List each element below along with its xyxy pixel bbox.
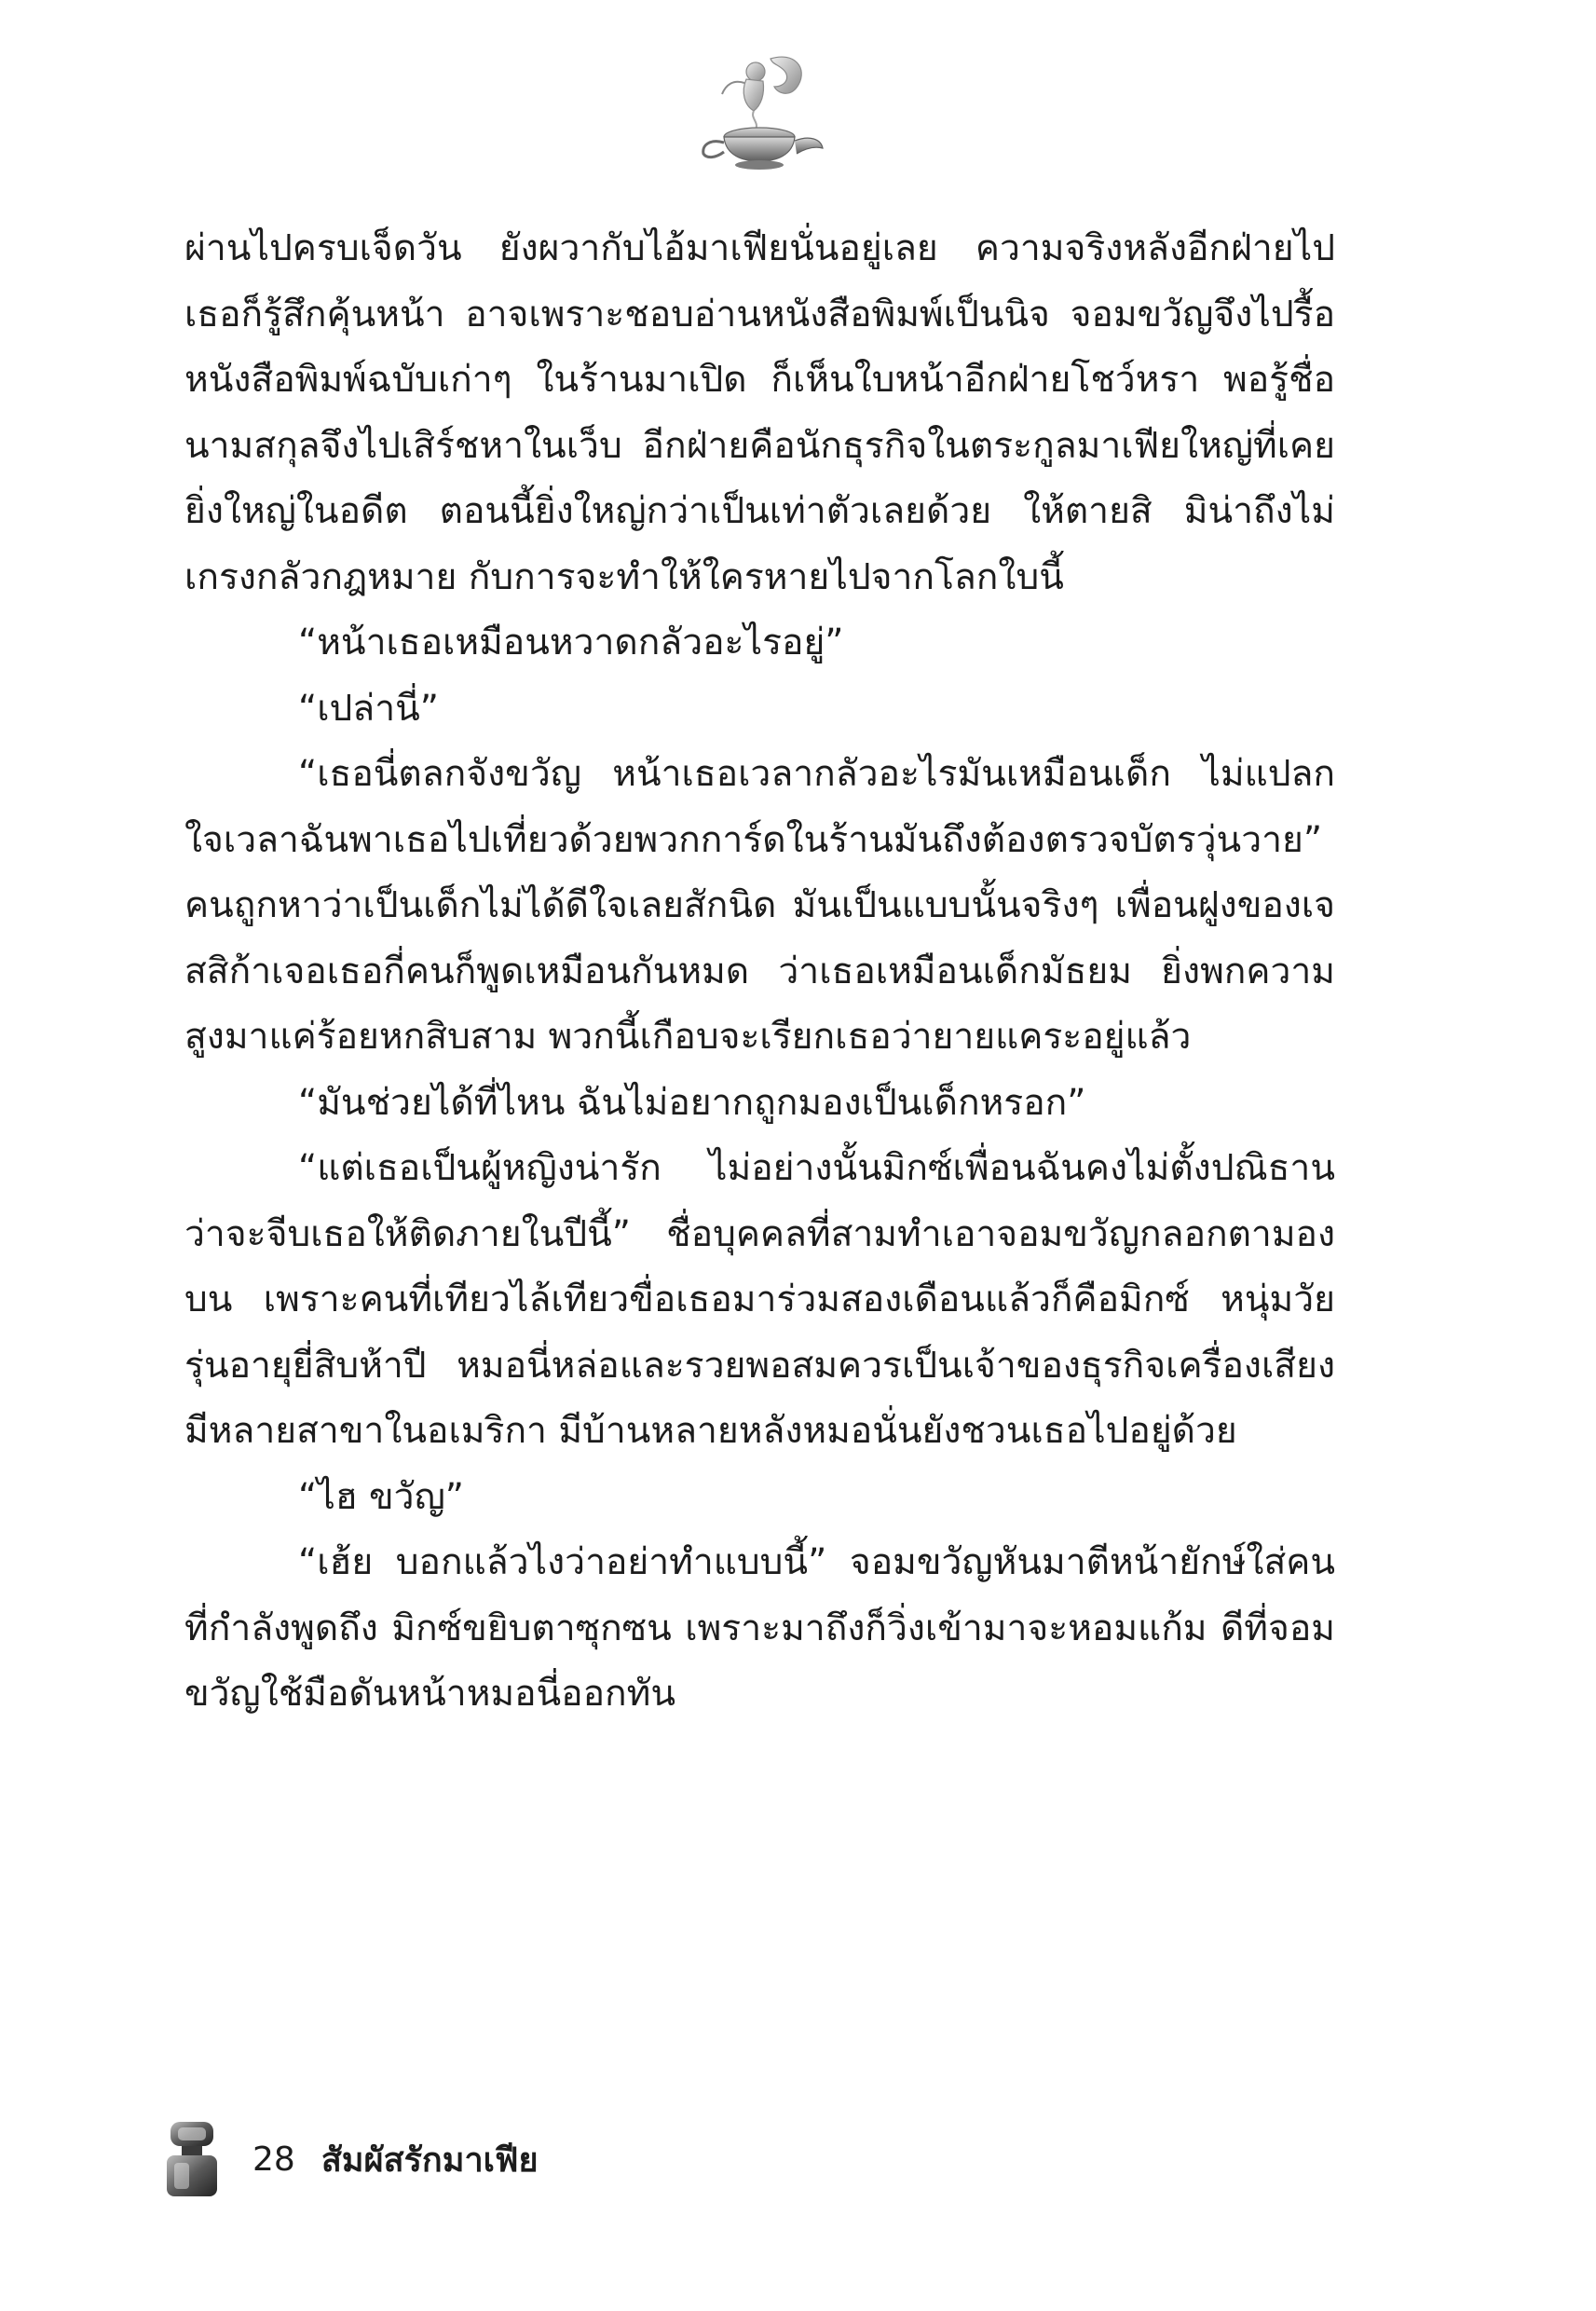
paragraph: “เธอนี่ตลกจังขวัญ หน้าเธอเวลากลัวอะไรมันเหมือนเด็ก ไม่แปลกใจเวลาฉันพาเธอไปเที่ยวด้วยพวกการ์ดในร้านมันถึงต้องตรวจบัตรวุ่นวาย” คนถูกหาว่าเป็นเด็กไม่ได้ดีใจเลยสักนิด มันเป็นแบบนั้นจริงๆ เพื่อนฝูงของเจสสิก้าเจอเธอกี่คนก็พูดเหมือนกันหมด ว่าเธอเหมือนเด็กมัธยม ยิ่งพกความสูงมาแค่ร้อยหกสิบสาม พวกนี้เกือบจะเรียกเธอว่ายายแคระอยู่แล้ว	[184, 753, 1335, 1058]
paragraph: “เฮ้ย บอกแล้วไงว่าอย่าทำแบบนี้” จอมขวัญหันมาตีหน้ายักษ์ใส่คนที่กำลังพูดถึง มิกซ์ขยิบตาซุกซน เพราะมาถึงก็วิ่งเข้ามาจะหอมแก้ม ดีที่จอมขวัญใช้มือดันหน้าหมอนี่ออกทัน	[184, 1541, 1335, 1715]
paragraph: “ไฮ ขวัญ”	[298, 1475, 465, 1518]
paragraph: ผ่านไปครบเจ็ดวัน ยังผวากับไอ้มาเฟียนั่นอยู่เลย ความจริงหลังอีกฝ่ายไปเธอก็รู้สึกคุ้นหน้า อาจเพราะชอบอ่านหนังสือพิมพ์เป็นนิจ จอมขวัญจึงไปรื้อหนังสือพิมพ์ฉบับเก่าๆ ในร้านมาเปิด ก็เห็นใบหน้าอีกฝ่ายโชว์หรา พอรู้ชื่อนามสกุลจึงไปเสิร์ชหาในเว็บ อีกฝ่ายคือนักธุรกิจในตระกูลมาเฟียใหญ่ที่เคยยิ่งใหญ่ในอดีต ตอนนี้ยิ่งใหญ่กว่าเป็นเท่าตัวเลยด้วย ให้ตายสิ มิน่าถึงไม่เกรงกลัวกฎหมาย กับการจะทำให้ใครหายไปจากโลกใบนี้	[184, 227, 1335, 598]
paragraph: “เปล่านี่”	[298, 687, 439, 730]
body-text	[184, 216, 1335, 1728]
paragraph: “หน้าเธอเหมือนหวาดกลัวอะไรอยู่”	[298, 622, 844, 663]
perfume-bottle-icon	[163, 2120, 221, 2198]
page-footer	[163, 2117, 539, 2201]
paragraph: “มันช่วยได้ที่ไหน ฉันไม่อยากถูกมองเป็นเด็กหรอก”	[298, 1081, 1086, 1124]
cherub-lamp-icon	[685, 51, 834, 172]
paragraph: “แต่เธอเป็นผู้หญิงน่ารัก ไม่อย่างนั้นมิกซ์เพื่อนฉันคงไม่ตั้งปณิธานว่าจะจีบเธอให้ติดภายในปีนี้” ชื่อบุคคลที่สามทำเอาจอมขวัญกลอกตามองบน เพราะคนที่เทียวไล้เทียวขื่อเธอมาร่วมสองเดือนแล้วก็คือมิกซ์ หนุ่มวัยรุ่นอายุยี่สิบห้าปี หมอนี่หล่อและรวยพอสมควรเป็นเจ้าของธุรกิจเครื่องเสียงมีหลายสาขาในอเมริกา มีบ้านหลายหลังหมอนั่นยังชวนเธอไปอยู่ด้วย	[184, 1147, 1335, 1452]
page-number: 28	[252, 2140, 295, 2179]
book-title: สัมผัสรักมาเฟีย	[321, 2140, 539, 2180]
